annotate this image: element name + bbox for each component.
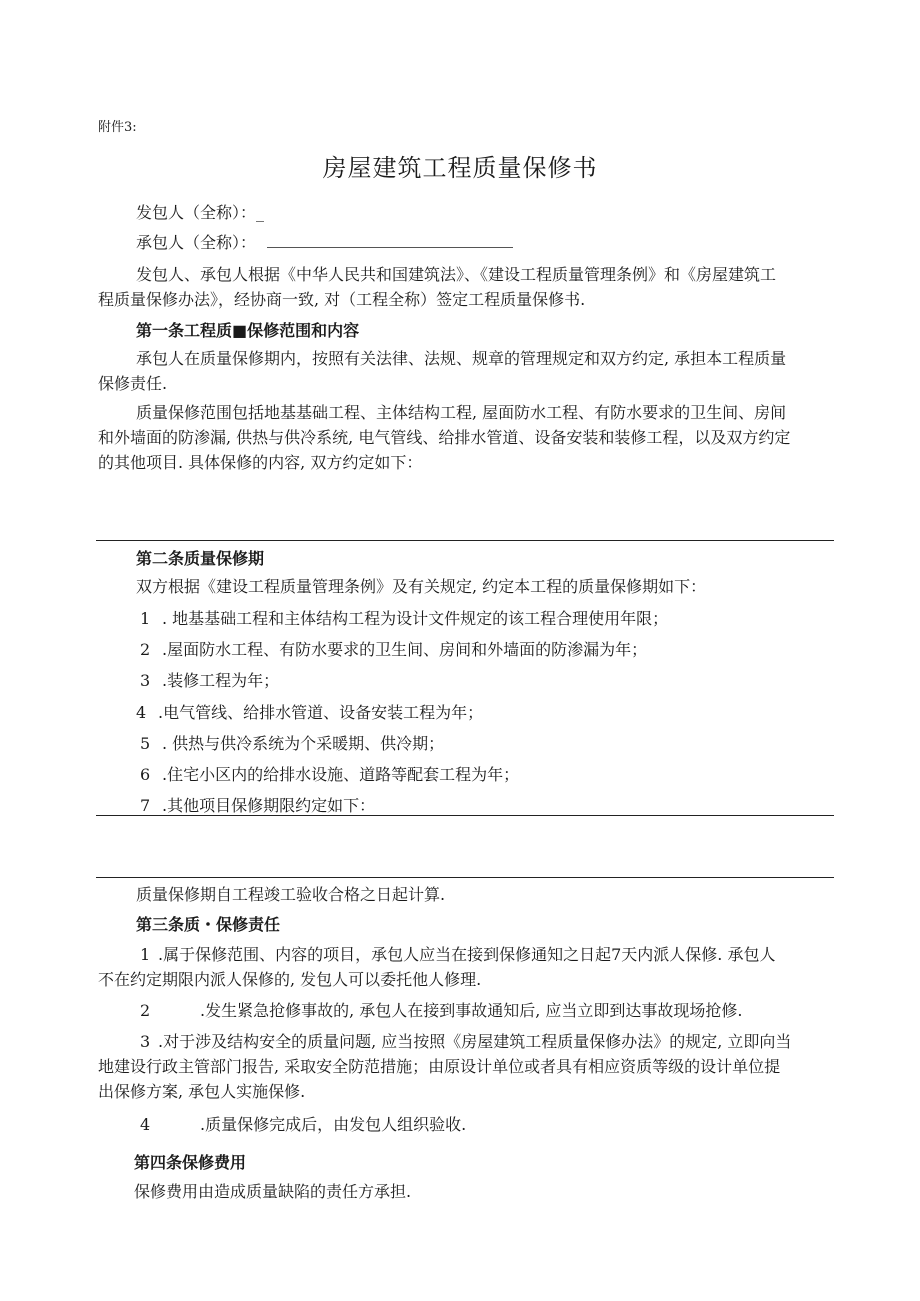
article2-intro: 双方根据《建设工程质量管理条例》及有关规定, 约定本工程的质量保修期如下：: [136, 577, 707, 596]
article3-item2: 2 .发生紧急抢修事故的, 承包人在接到事故通知后, 应当立即到达事故现场抢修.: [140, 1001, 743, 1020]
contractor-field: [136, 232, 513, 254]
list-item: 2 .屋面防水工程、有防水要求的卫生间、房间和外墙面的防渗漏为年；: [140, 640, 648, 659]
warranty-start-note: 质量保修期自工程竣工验收合格之日起计算.: [136, 885, 446, 904]
article3-item1-line2: 不在约定期限内派人保修的, 发包人可以委托他人修理.: [98, 970, 482, 989]
article1-heading: 第一条工程质■保修范围和内容: [136, 321, 360, 340]
contractor-label: 承包人（全称）：: [136, 233, 257, 252]
list-item: 5 . 供热与供冷系统为个采暖期、供冷期；: [140, 734, 445, 753]
article3-item4: 4 .质量保修完成后，由发包人组织验收.: [140, 1115, 467, 1134]
article4-text: 保修费用由造成质量缺陷的责任方承担.: [134, 1182, 412, 1201]
contractor-blank-line: [267, 233, 513, 248]
employer-label: 发包人（全称）：_: [136, 203, 265, 222]
intro-line-1: 发包人、承包人根据《中华人民共和国建筑法》、《建设工程质量管理条例》和《房屋建筑工: [136, 265, 777, 284]
article3-item3-line1: 3 .对于涉及结构安全的质量问题, 应当按照《房屋建筑工程质量保修办法》的规定, 立即向当: [140, 1032, 792, 1051]
list-item: 6 .住宅小区内的给排水设施、道路等配套工程为年；: [140, 765, 520, 784]
article1-p2-line1: 质量保修范围包括地基基础工程、主体结构工程, 屋面防水工程、有防水要求的卫生间、房间: [136, 403, 787, 422]
article3-item3-line2: 地建设行政主管部门报告, 采取安全防范措施；由原设计单位或者具有相应资质等级的设计单位提: [98, 1057, 781, 1076]
list-item: 4 .电气管线、给排水管道、设备安装工程为年；: [136, 703, 484, 722]
list-item: 3 .装修工程为年；: [140, 671, 280, 690]
article4-heading: 第四条保修费用: [134, 1153, 247, 1172]
article3-heading: 第三条质・保修责任: [136, 915, 281, 934]
divider-line: [96, 815, 834, 816]
article3-item3-line3: 出保修方案, 承包人实施保修.: [98, 1082, 306, 1101]
divider-line: [96, 877, 834, 878]
employer-field: [136, 202, 264, 224]
attachment-label: 附件3:: [98, 120, 137, 135]
article2-heading: 第二条质量保修期: [136, 549, 265, 568]
document-title: 房屋建筑工程质量保修书: [322, 154, 598, 182]
list-item: 7 .其他项目保修期限约定如下：: [140, 796, 376, 815]
article1-p1-line2: 保修责任.: [98, 374, 168, 393]
divider-line: [96, 540, 834, 541]
article1-p1-line1: 承包人在质量保修期内，按照有关法律、法规、规章的管理规定和双方约定, 承担本工程质量: [136, 349, 787, 368]
list-item: 1 . 地基基础工程和主体结构工程为设计文件规定的该工程合理使用年限；: [140, 609, 669, 628]
article3-item1-line1: 1 .属于保修范围、内容的项目，承包人应当在接到保修通知之日起7天内派人保修. 承包人: [140, 945, 776, 964]
article1-p2-line3: 的其他项目. 具体保修的内容, 双方约定如下：: [98, 453, 423, 472]
intro-line-2: 程质量保修办法》，经协商一致, 对（工程全称）签定工程质量保修书.: [98, 290, 586, 309]
article1-p2-line2: 和外墙面的防渗漏, 供热与供冷系统, 电气管线、给排水管道、设备安装和装修工程，以及双方约定: [98, 428, 791, 447]
